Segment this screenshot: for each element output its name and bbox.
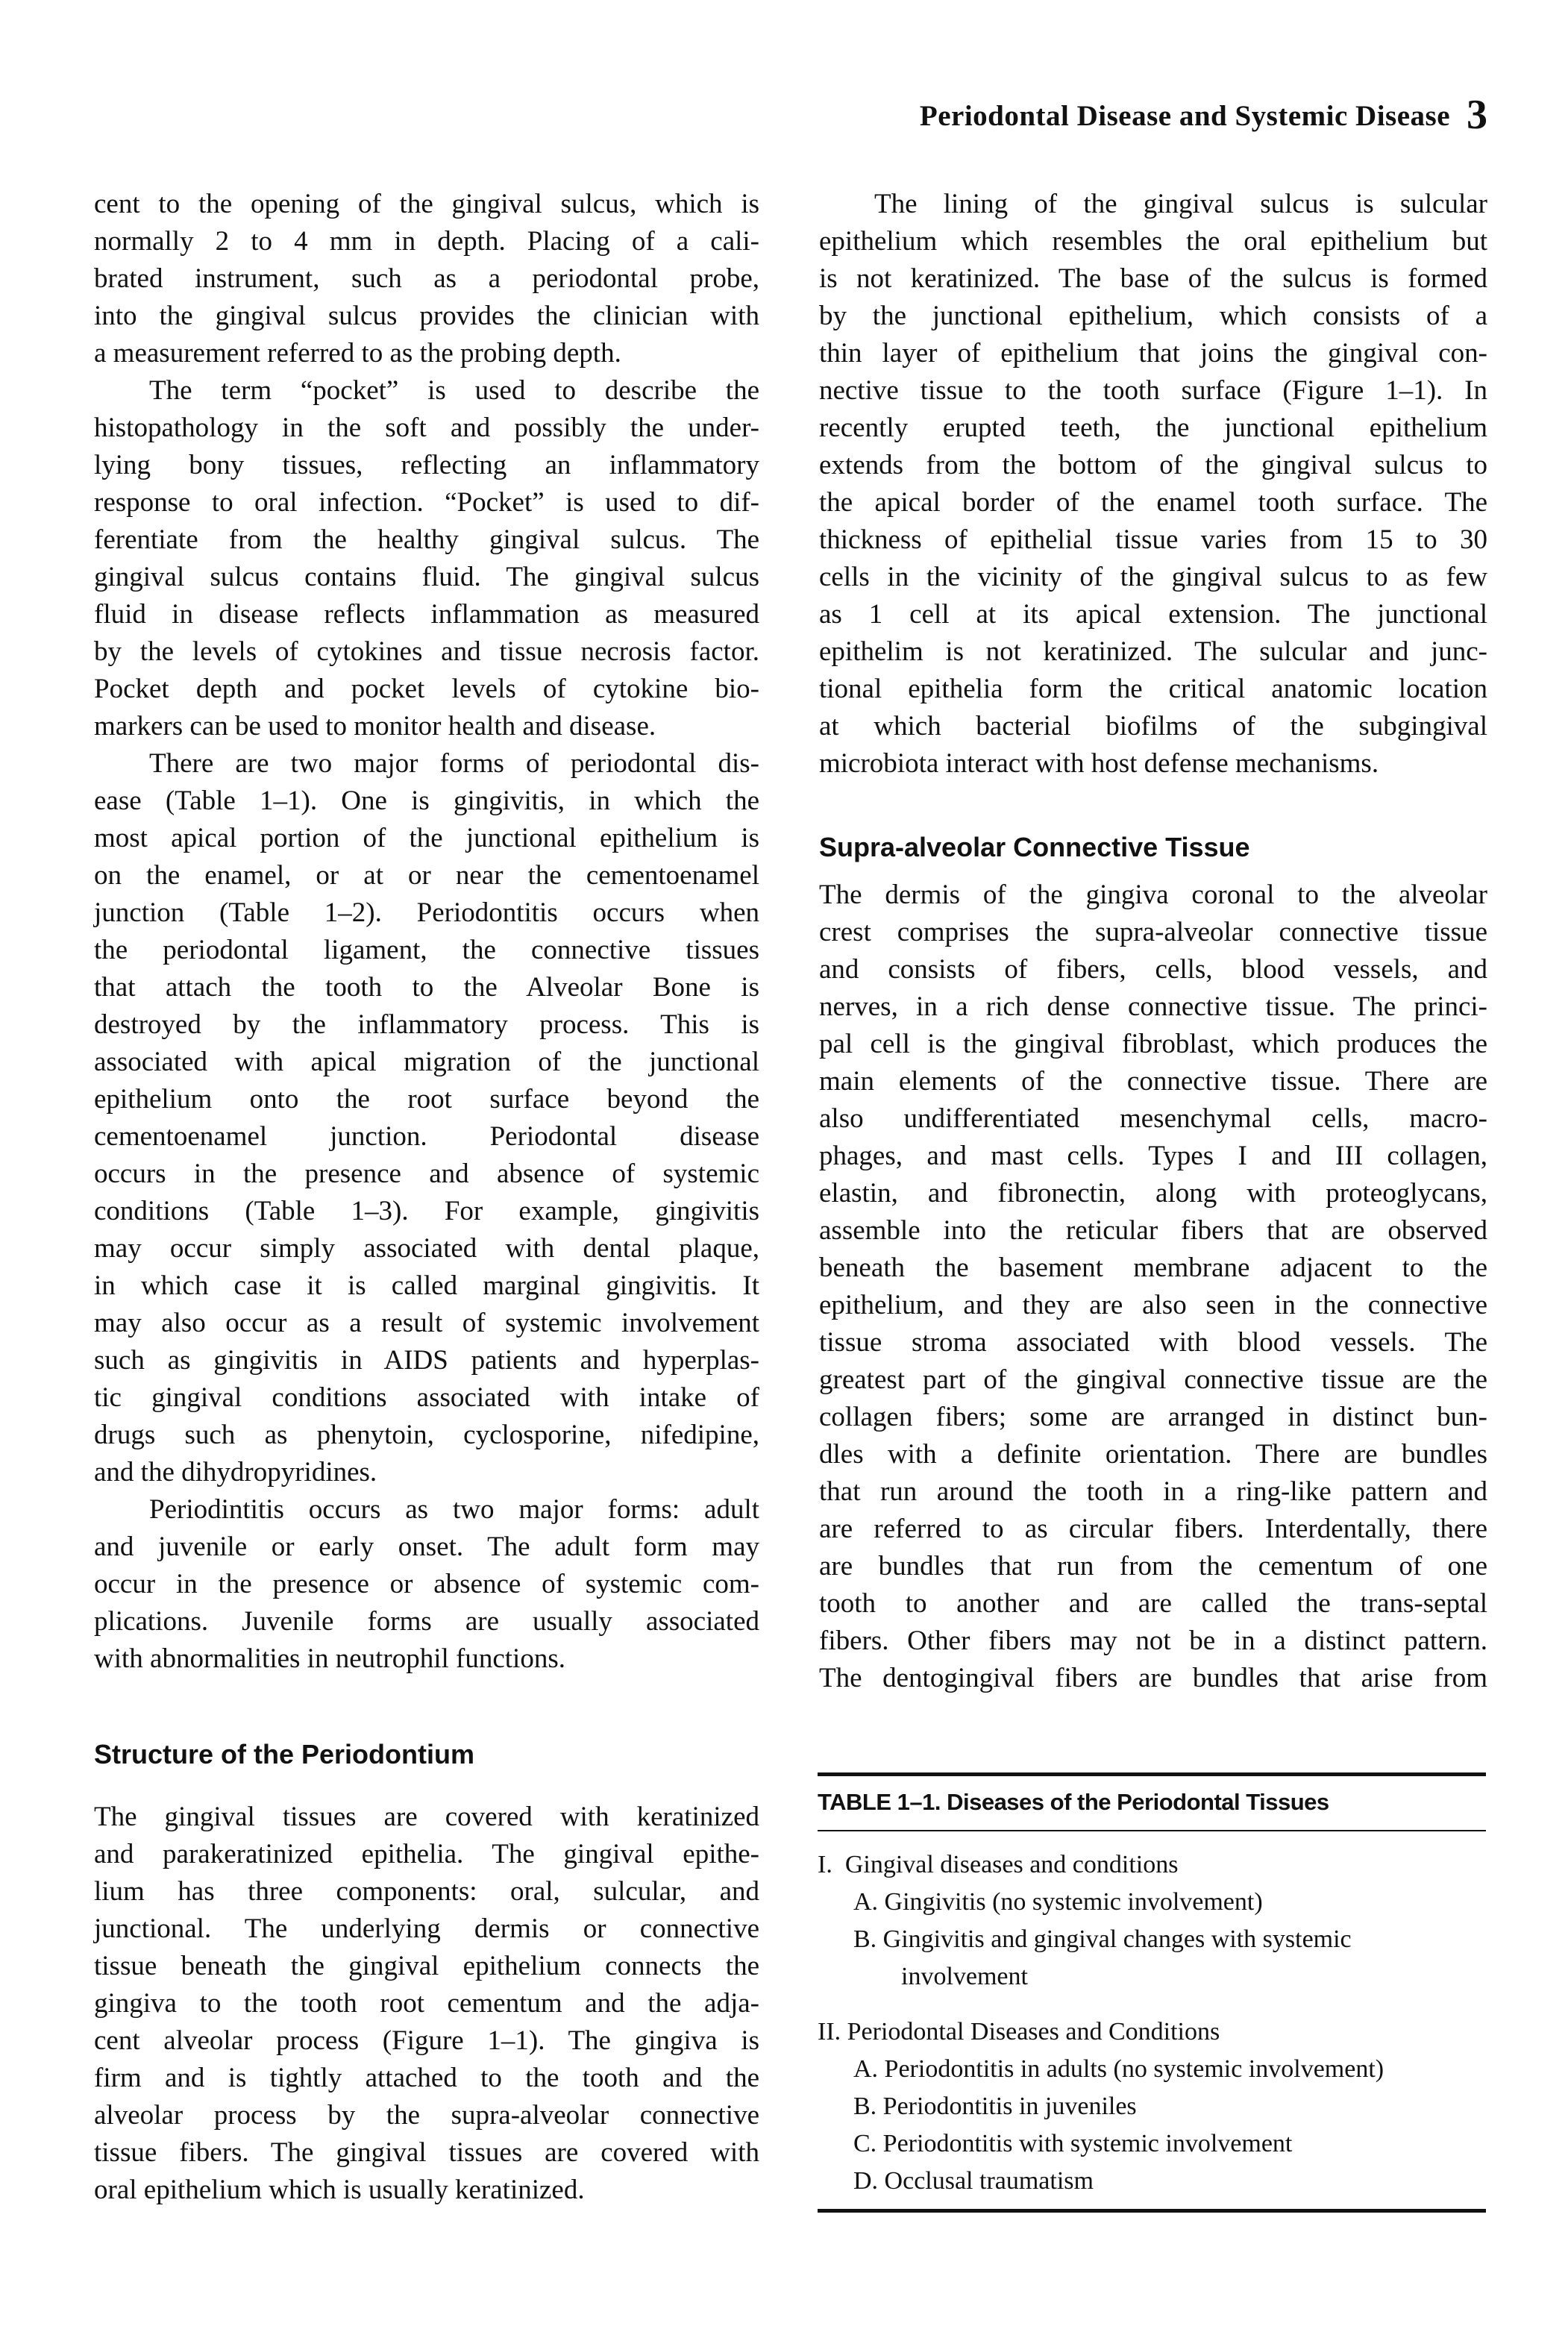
text-line: ease (Table 1–1). One is gingivitis, in which the [94, 786, 759, 816]
text-line: Periodintitis occurs as two major forms: adult [149, 1494, 759, 1525]
text-line: into the gingival sulcus provides the clinician with [94, 301, 759, 331]
text-line: are bundles that run from the cementum of one [819, 1551, 1487, 1582]
paragraph [819, 877, 1487, 1697]
text-line: nerves, in a rich dense connective tissue. The princi- [819, 991, 1487, 1022]
text-line: that run around the tooth in a ring-like pattern and [819, 1476, 1487, 1507]
text-line: phages, and mast cells. Types I and III collagen, [819, 1141, 1487, 1171]
text-line: a measurement referred to as the probing depth. [94, 338, 621, 369]
text-line: is not keratinized. The base of the sulcus is formed [819, 263, 1487, 294]
text-line: by the junctional epithelium, which consists of a [819, 301, 1487, 331]
text-line: epithelium, and they are also seen in the connective [819, 1290, 1487, 1320]
text-line: The gingival tissues are covered with keratinized [94, 1802, 759, 1832]
table-group [818, 1846, 1486, 1996]
text-line: The term “pocket” is used to describe the [149, 375, 759, 406]
table-item: D. Occlusal traumatism [853, 2167, 1094, 2195]
table-group-label: II. Periodontal Diseases and Conditions [818, 2018, 1220, 2046]
text-line: dles with a definite orientation. There are bundles [819, 1439, 1487, 1470]
text-line: drugs such as phenytoin, cyclosporine, nifedipine, [94, 1420, 759, 1450]
paragraph [94, 1491, 759, 1678]
text-line: cementoenamel junction. Periodontal disease [94, 1121, 759, 1152]
text-line: such as gingivitis in AIDS patients and hyperplas- [94, 1345, 759, 1376]
table-item: A. Periodontitis in adults (no systemic involvement) [853, 2055, 1384, 2083]
text-line: fibers. Other fibers may not be in a distinct pattern. [819, 1626, 1487, 1656]
text-line: elastin, and fibronectin, along with proteoglycans, [819, 1178, 1487, 1209]
text-line: lium has three components: oral, sulcular, and [94, 1876, 759, 1907]
text-line: tooth to another and are called the trans-septal [819, 1588, 1487, 1619]
table-bottom-rule [818, 2209, 1486, 2213]
text-line: most apical portion of the junctional epithelium is [94, 823, 759, 853]
text-line: thin layer of epithelium that joins the gingival con- [819, 338, 1487, 369]
text-line: firm and is tightly attached to the tooth and the [94, 2063, 759, 2093]
table-group-label: I. Gingival diseases and conditions [818, 1851, 1179, 1878]
text-line: assemble into the reticular fibers that are observed [819, 1215, 1487, 1246]
text-line: plications. Juvenile forms are usually associated [94, 1606, 759, 1637]
text-line: by the levels of cytokines and tissue necrosis factor. [94, 636, 759, 667]
text-line: the periodontal ligament, the connective tissues [94, 935, 759, 965]
text-line: greatest part of the gingival connective tissue are the [819, 1364, 1487, 1395]
text-line: with abnormalities in neutrophil functions. [94, 1643, 565, 1674]
text-line: and the dihydropyridines. [94, 1457, 377, 1488]
text-line: Pocket depth and pocket levels of cytokine bio- [94, 674, 759, 704]
table-body [818, 1831, 1486, 2209]
text-line: tissue fibers. The gingival tissues are covered with [94, 2137, 759, 2168]
text-line: occurs in the presence and absence of systemic [94, 1159, 759, 1189]
text-line: tissue beneath the gingival epithelium connects the [94, 1951, 759, 1981]
text-line: oral epithelium which is usually keratinized. [94, 2175, 585, 2205]
text-line: may also occur as a result of systemic involvement [94, 1308, 759, 1338]
text-line: thickness of epithelial tissue varies from 15 to 30 [819, 524, 1487, 555]
text-line: extends from the bottom of the gingival sulcus to [819, 450, 1487, 480]
text-line: occur in the presence or absence of systemic com- [94, 1569, 759, 1599]
section-heading: Supra-alveolar Connective Tissue [819, 832, 1250, 862]
table-item: B. Periodontitis in juveniles [853, 2093, 1137, 2120]
text-line: main elements of the connective tissue. There are [819, 1066, 1487, 1097]
text-line: gingival sulcus contains fluid. The gingival sulcus [94, 562, 759, 592]
table-group [818, 2013, 1486, 2200]
text-line: response to oral infection. “Pocket” is used to dif- [94, 487, 759, 518]
text-line: the apical border of the enamel tooth surface. The [819, 487, 1487, 518]
text-line: normally 2 to 4 mm in depth. Placing of a cali- [94, 226, 759, 257]
table-title: TABLE 1–1. Diseases of the Periodontal Tissues [818, 1789, 1329, 1815]
text-line: and parakeratinized epithelia. The gingival epithe- [94, 1839, 759, 1869]
text-line: collagen fibers; some are arranged in distinct bun- [819, 1402, 1487, 1432]
paragraph [94, 372, 759, 745]
text-line: as 1 cell at its apical extension. The junctional [819, 599, 1487, 630]
text-line: are referred to as circular fibers. Interdentally, there [819, 1514, 1487, 1544]
text-line: on the enamel, or at or near the cementoenamel [94, 860, 759, 891]
text-line: cells in the vicinity of the gingival sulcus to as few [819, 562, 1487, 592]
text-line: cent alveolar process (Figure 1–1). The gingiva is [94, 2025, 759, 2056]
text-line: pal cell is the gingival fibroblast, which produces the [819, 1029, 1487, 1059]
text-line: The dermis of the gingiva coronal to the alveolar [819, 880, 1487, 910]
text-line: tissue stroma associated with blood vessels. The [819, 1327, 1487, 1358]
text-line: markers can be used to monitor health and disease. [94, 711, 656, 742]
text-line: epithelium onto the root surface beyond the [94, 1084, 759, 1115]
text-line: epithelim is not keratinized. The sulcular and junc- [819, 636, 1487, 667]
text-line: destroyed by the inflammatory process. This is [94, 1009, 759, 1040]
running-head-title: Periodontal Disease and Systemic Disease [919, 100, 1450, 132]
section-heading: Structure of the Periodontium [94, 1739, 475, 1769]
page-number: 3 [1467, 92, 1487, 138]
text-line: gingiva to the tooth root cementum and the adja- [94, 1988, 759, 2019]
text-line: There are two major forms of periodontal dis- [149, 748, 759, 779]
text-line: tic gingival conditions associated with intake of [94, 1382, 759, 1413]
text-line: brated instrument, such as a periodontal probe, [94, 263, 759, 294]
text-line: cent to the opening of the gingival sulcus, which is [94, 189, 759, 219]
table-item: C. Periodontitis with systemic involvement [853, 2130, 1293, 2157]
text-line: at which bacterial biofilms of the subgingival [819, 711, 1487, 742]
table-item: A. Gingivitis (no systemic involvement) [853, 1888, 1263, 1916]
text-line: epithelium which resembles the oral epithelium but [819, 226, 1487, 257]
table-1-1 [818, 1772, 1486, 2213]
text-line: and juvenile or early onset. The adult form may [94, 1532, 759, 1562]
text-line: alveolar process by the supra-alveolar connective [94, 2100, 759, 2131]
text-line: fluid in disease reflects inflammation as measured [94, 599, 759, 630]
right-column [819, 186, 1487, 1697]
text-line: recently erupted teeth, the junctional epithelium [819, 413, 1487, 443]
paragraph [94, 1799, 759, 2209]
text-line: lying bony tissues, reflecting an inflammatory [94, 450, 759, 480]
text-line: beneath the basement membrane adjacent to the [819, 1253, 1487, 1283]
text-line: histopathology in the soft and possibly the under- [94, 413, 759, 443]
text-line: tional epithelia form the critical anatomic location [819, 674, 1487, 704]
text-line: that attach the tooth to the Alveolar Bone is [94, 972, 759, 1003]
text-line: and consists of fibers, cells, blood vessels, and [819, 954, 1487, 985]
paragraph [819, 186, 1487, 783]
text-line: nective tissue to the tooth surface (Figure 1–1). In [819, 375, 1487, 406]
text-line: in which case it is called marginal gingivitis. It [94, 1270, 759, 1301]
text-line: junction (Table 1–2). Periodontitis occurs when [94, 897, 759, 928]
text-line: ferentiate from the healthy gingival sulcus. The [94, 524, 759, 555]
left-column [94, 186, 759, 2209]
table-item: involvement [901, 1963, 1028, 1990]
text-line: may occur simply associated with dental plaque, [94, 1233, 759, 1264]
table-item: B. Gingivitis and gingival changes with systemic [853, 1925, 1352, 1953]
text-line: conditions (Table 1–3). For example, gingivitis [94, 1196, 759, 1226]
text-line: The lining of the gingival sulcus is sulcular [874, 189, 1487, 219]
text-line: microbiota interact with host defense mechanisms. [819, 748, 1379, 779]
paragraph [94, 186, 759, 372]
text-line: associated with apical migration of the junctional [94, 1047, 759, 1077]
running-head [920, 88, 1487, 136]
paragraph [94, 745, 759, 1491]
text-line: also undifferentiated mesenchymal cells, macro- [819, 1103, 1487, 1134]
text-line: junctional. The underlying dermis or connective [94, 1913, 759, 1944]
text-line: crest comprises the supra-alveolar connective tissue [819, 917, 1487, 947]
text-line: The dentogingival fibers are bundles that arise from [819, 1663, 1487, 1693]
